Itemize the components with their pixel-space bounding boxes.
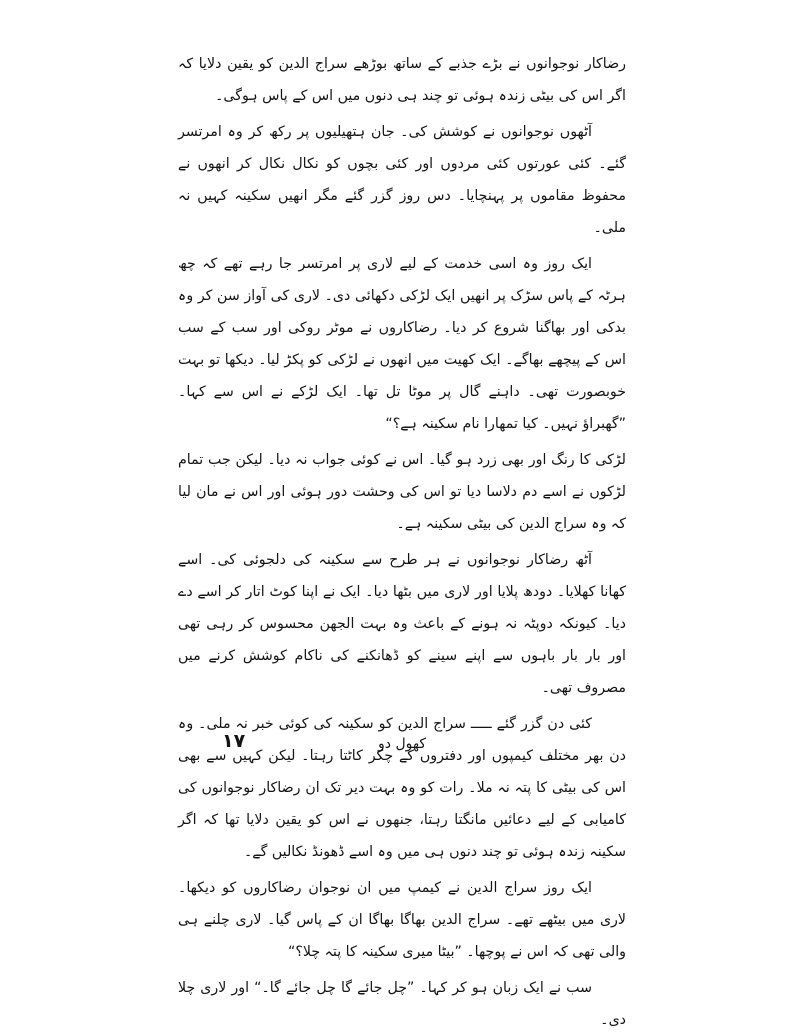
paragraph-8: سب نے ایک زبان ہو کر کہا۔ ”چل جائے گا چل جائے گا۔“ اور لاری چلا دی۔ [178,980,626,1028]
paragraph-2: آٹھوں نوجوانوں نے کوشش کی۔ جان ہتھیلیوں پر رکھ کر وہ امرتسر گئے۔ کئی عورتوں کئی مردوں اور کئی بچوں کو نکال نکال کر انھوں نے محفوظ مقاموں پر پہنچایا۔ دس روز گزر گئے مگر انھیں سکینہ کہیں نہ ملی۔ [178,124,626,236]
page-number: ۱۷ [222,730,246,752]
paragraph-7: ایک روز سراج الدین نے کیمپ میں ان نوجوان رضاکاروں کو دیکھا۔ لاری میں بیٹھے تھے۔ سراج الدین بھاگا بھاگا ان کے پاس گیا۔ لاری چلنے ہی والی تھی کہ اس نے پوچھا۔ ”بیٹا میری سکینہ کا پتہ چلا؟“ [178,880,626,960]
paragraph-6: کئی دن گزر گئے ـــــ سراج الدین کو سکینہ کی کوئی خبر نہ ملی۔ وہ دن بھر مختلف کیمپوں اور دفتروں کے چکر کاٹتا رہتا۔ لیکن کہیں سے بھی اس کی بیٹی کا پتہ نہ ملا۔ رات کو وہ بہت دیر تک ان رضاکار نوجوانوں کی کامیابی کے لیے دعائیں مانگتا رہتا، جنھوں نے اس کو یقین دلایا تھا کہ اگر سکینہ زندہ ہوئی تو چند دنوں ہی میں وہ اسے ڈھونڈ نکالیں گے۔ [178,716,626,860]
paragraph-5: آٹھ رضاکار نوجوانوں نے ہر طرح سے سکینہ کی دلجوئی کی۔ اسے کھانا کھلایا۔ دودھ پلایا اور لاری میں بٹھا دیا۔ ایک نے اپنا کوٹ اتار کر اسے دے دیا۔ کیونکہ دوپٹہ نہ ہونے کے باعث وہ بہت الجھن محسوس کر رہی تھی اور بار بار باہوں سے اپنے سینے کو ڈھانکنے کی ناکام کوشش کرنے میں مصروف تھی۔ [178,552,626,696]
paragraph-3: ایک روز وہ اسی خدمت کے لیے لاری پر امرتسر جا رہے تھے کہ چھ ہرٹہ کے پاس سڑک پر انھیں ایک لڑکی دکھائی دی۔ لاری کی آواز سن کر وہ بدکی اور بھاگنا شروع کر دیا۔ رضاکاروں نے موٹر روکی اور سب کے سب اس کے پیچھے بھاگے۔ ایک کھیت میں انھوں نے لڑکی کو پکڑ لیا۔ دیکھا تو بہت خوبصورت تھی۔ داہنے گال پر موٹا تل تھا۔ ایک لڑکے نے اس سے کہا۔ ”گھبراؤ نہیں۔ کیا تمھارا نام سکینہ ہے؟“ [178,256,626,432]
book-page [178,48,626,1028]
paragraph-4: لڑکی کا رنگ اور بھی زرد ہو گیا۔ اس نے کوئی جواب نہ دیا۔ لیکن جب تمام لڑکوں نے اسے دم دلاسا دیا تو اس کی وحشت دور ہوئی اور اس نے مان لیا کہ وہ سراج الدین کی بیٹی سکینہ ہے۔ [178,452,626,532]
running-title: کھول دو [378,736,426,752]
paragraph-1: رضاکار نوجوانوں نے بڑے جذبے کے ساتھ بوڑھے سراج الدین کو یقین دلایا کہ اگر اس کی بیٹی زندہ ہوئی تو چند ہی دنوں میں اس کے پاس ہوگی۔ [178,56,626,104]
page-footer [178,726,626,756]
